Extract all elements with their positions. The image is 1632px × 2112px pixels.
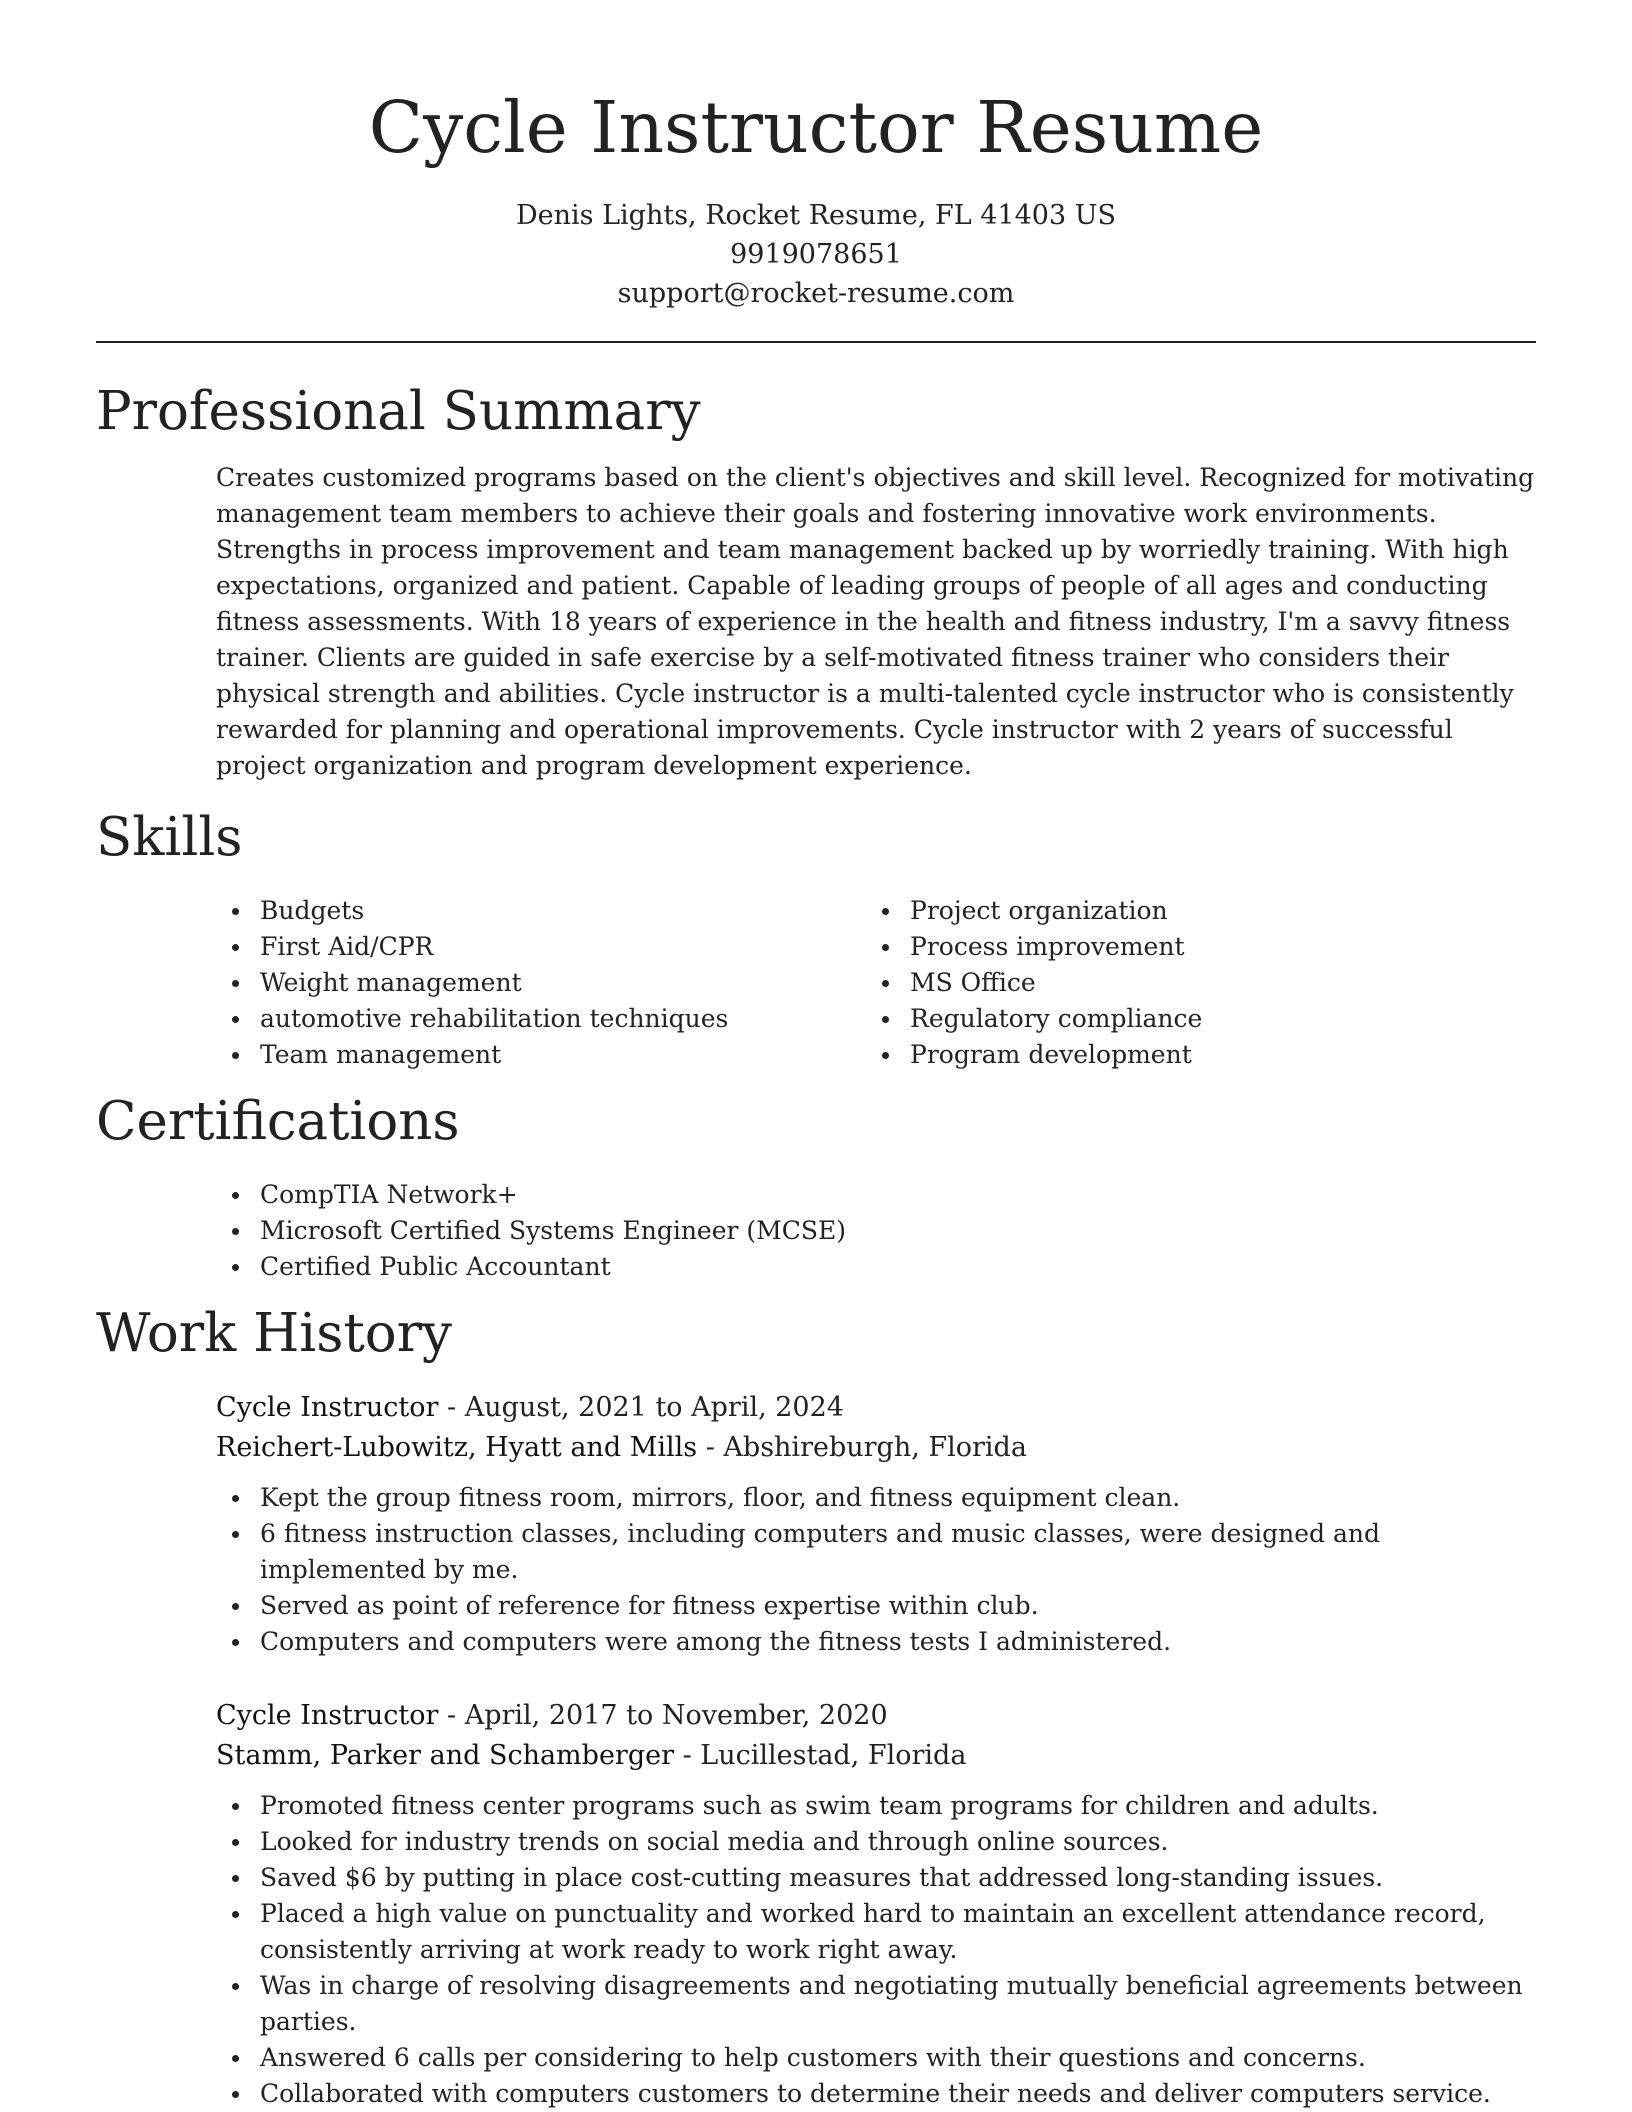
job-company-line: Stamm, Parker and Schamberger - Lucillestad, Florida [216, 1740, 967, 1771]
job-bullet: Saved $6 by putting in place cost-cutting measures that addressed long-standing issues. [216, 1860, 1536, 1896]
skill-item: automotive rehabilitation techniques [216, 1001, 846, 1037]
skill-item: Program development [866, 1037, 1506, 1073]
summary-heading: Professional Summary [96, 381, 701, 442]
job-bullet: Promoted fitness center programs such as swim team programs for children and adults. [216, 1788, 1536, 1824]
contact-address: Denis Lights, Rocket Resume, FL 41403 US [516, 200, 1116, 231]
skills-list-left [216, 893, 846, 1073]
contact-block [0, 196, 1632, 313]
certification-item: Microsoft Certified Systems Engineer (MCSE) [216, 1213, 1536, 1249]
job-bullet: Collaborated with computers customers to determine their needs and deliver computers service. [216, 2076, 1536, 2112]
header-divider [96, 341, 1536, 343]
job-bullets [216, 1480, 1536, 1660]
job-entry [216, 1388, 1536, 1660]
skill-item: First Aid/CPR [216, 929, 846, 965]
work-history-heading: Work History [96, 1303, 452, 1364]
job-location: Lucillestad, Florida [700, 1740, 967, 1771]
job-bullet: Served as point of reference for fitness expertise within club. [216, 1588, 1536, 1624]
skill-item: MS Office [866, 965, 1506, 1001]
job-bullet: Answered 6 calls per considering to help customers with their questions and concerns. [216, 2040, 1536, 2076]
skill-item: Process improvement [866, 929, 1506, 965]
job-bullet: Placed a high value on punctuality and worked hard to maintain an excellent attendance record, consistently arriving at work ready to work right away. [216, 1896, 1536, 1968]
contact-phone: 9919078651 [730, 239, 902, 270]
job-bullet: Kept the group fitness room, mirrors, floor, and fitness equipment clean. [216, 1480, 1536, 1516]
job-dates: April, 2017 to November, 2020 [464, 1700, 888, 1731]
contact-email: support@rocket-resume.com [617, 278, 1015, 309]
summary-text: Creates customized programs based on the client's objectives and skill level. Recognized for motivating management team members to achieve their goals and fostering innovative work environments. Strengths in process improvement and team management backed up by worriedly training. With high expectations, organized and patient. Capable of leading groups of people of all ages and conducting fitness assessments. With 18 years of experience in the health and fitness industry, I'm a savvy fitness trainer. Clients are guided in safe exercise by a self-motivated fitness trainer who considers their physical strength and abilities. Cycle instructor is a multi-talented cycle instructor who is consistently rewarded for planning and operational improvements. Cycle instructor with 2 years of successful project organization and program development experience. [216, 463, 1535, 780]
resume-header [0, 80, 1632, 313]
job-bullet: Computers and computers were among the fitness tests I administered. [216, 1624, 1536, 1660]
job-title: Cycle Instructor [216, 1392, 439, 1423]
skill-item: Project organization [866, 893, 1506, 929]
skill-item: Weight management [216, 965, 846, 1001]
certifications-heading: Certifications [96, 1091, 460, 1152]
job-company: Stamm, Parker and Schamberger [216, 1740, 674, 1771]
job-title-line: Cycle Instructor - April, 2017 to November, 2020 [216, 1700, 888, 1731]
skills-list-right [866, 893, 1506, 1073]
skill-item: Budgets [216, 893, 846, 929]
job-bullet: Was in charge of resolving disagreements and negotiating mutually beneficial agreements between parties. [216, 1968, 1536, 2040]
job-bullets [216, 1788, 1536, 2112]
skill-item: Regulatory compliance [866, 1001, 1506, 1037]
job-bullet: 6 fitness instruction classes, including computers and music classes, were designed and implemented by me. [216, 1516, 1536, 1588]
certification-item: Certified Public Accountant [216, 1249, 1536, 1285]
job-company-line: Reichert-Lubowitz, Hyatt and Mills - Abshireburgh, Florida [216, 1432, 1027, 1463]
job-dates: August, 2021 to April, 2024 [464, 1392, 844, 1423]
resume-title: Cycle Instructor Resume [368, 86, 1264, 169]
skills-heading: Skills [96, 807, 243, 868]
certification-item: CompTIA Network+ [216, 1177, 1536, 1213]
certifications-list [216, 1177, 1536, 1285]
skill-item: Team management [216, 1037, 846, 1073]
job-title: Cycle Instructor [216, 1700, 439, 1731]
job-bullet: Looked for industry trends on social media and through online sources. [216, 1824, 1536, 1860]
job-company: Reichert-Lubowitz, Hyatt and Mills [216, 1432, 698, 1463]
job-entry [216, 1696, 1536, 2112]
job-title-line: Cycle Instructor - August, 2021 to April, 2024 [216, 1392, 844, 1423]
job-location: Abshireburgh, Florida [723, 1432, 1027, 1463]
